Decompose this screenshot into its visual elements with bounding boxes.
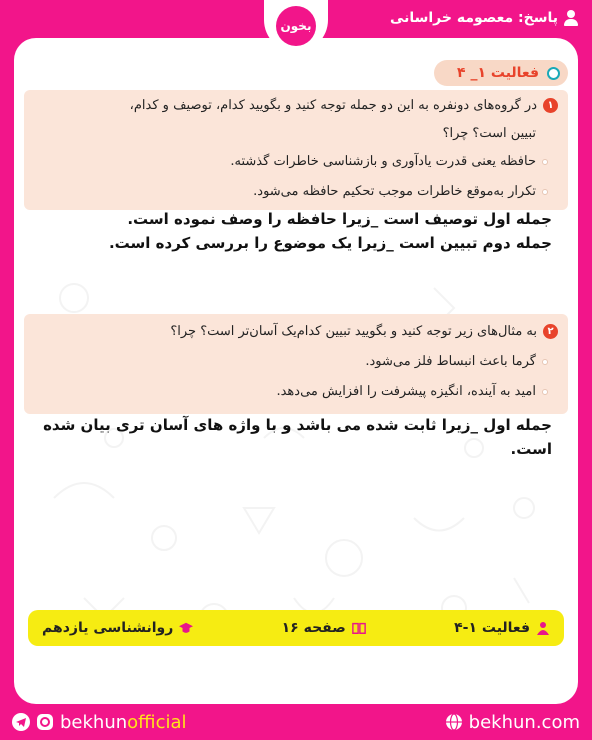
book-icon xyxy=(352,621,366,635)
list-item: گرما باعث انبساط فلز می‌شود. xyxy=(365,354,536,369)
footer-page xyxy=(282,620,366,636)
activity-header xyxy=(434,60,568,86)
question-1-item-1 xyxy=(230,154,548,169)
answer-author xyxy=(390,8,578,28)
answer-1-line-2: جمله دوم تبیین است _زیرا یک موضوع را بررسی کرده است. xyxy=(108,234,552,252)
social-handle[interactable] xyxy=(12,712,187,733)
footer-book-label: روانشناسی یازدهم xyxy=(42,620,174,636)
bottom-social-bar xyxy=(0,704,592,740)
handle-prefix: bekhun xyxy=(60,711,128,733)
list-item: حافظه یعنی قدرت یادآوری و بازشناسی خاطرات گذشته. xyxy=(230,154,536,169)
website-link[interactable] xyxy=(445,712,580,733)
content-card xyxy=(14,38,578,704)
answer-2-line-2: است. xyxy=(510,440,552,458)
website-text: bekhun.com xyxy=(468,711,580,733)
graduation-cap-icon xyxy=(179,621,193,635)
question-number-badge: ۱ xyxy=(543,98,558,113)
footer-bar xyxy=(28,610,564,646)
footer-activity-label: فعالیت ۱-۴ xyxy=(454,620,530,636)
list-item: تکرار به‌موقع خاطرات موجب تحکیم حافظه می‌شود. xyxy=(253,184,536,199)
footer-page-label: صفحه ۱۶ xyxy=(281,620,346,636)
instagram-icon[interactable] xyxy=(36,713,54,731)
bullet-icon xyxy=(542,159,548,165)
bullet-icon xyxy=(542,189,548,195)
answer-author-label: پاسخ: معصومه خراسانی xyxy=(389,10,558,26)
telegram-icon[interactable] xyxy=(12,713,30,731)
question-number-badge: ۲ xyxy=(543,324,558,339)
user-icon xyxy=(536,621,550,635)
handle-suffix: official xyxy=(127,711,187,733)
question-1 xyxy=(24,90,568,210)
answer-1-line-1: جمله اول توصیف است _زیرا حافظه را وصف نموده است. xyxy=(127,210,552,228)
question-1-item-2 xyxy=(253,184,548,199)
question-2 xyxy=(24,314,568,414)
user-icon xyxy=(564,10,578,26)
question-2-item-2 xyxy=(276,384,548,399)
question-1-line-2: تبیین است؟ چرا؟ xyxy=(442,126,536,141)
bullet-icon xyxy=(542,359,548,365)
question-2-item-1 xyxy=(365,354,548,369)
logo: بخون xyxy=(276,6,316,46)
globe-icon xyxy=(445,713,463,731)
question-2-text-1: به مثال‌های زیر توجه کنید و بگویید تبیین کدام‌یک آسان‌تر است؟ چرا؟ xyxy=(170,324,537,339)
question-1-line-1 xyxy=(130,98,558,113)
circle-marker-icon xyxy=(547,67,560,80)
bullet-icon xyxy=(542,389,548,395)
question-2-line-1 xyxy=(170,324,558,339)
answer-2-line-1: جمله اول _زیرا ثابت شده می باشد و با واژه های آسان تری بیان شده xyxy=(43,416,552,434)
activity-title: فعالیت ۱_ ۴ xyxy=(457,65,539,81)
footer-book xyxy=(42,620,193,636)
footer-activity xyxy=(454,620,550,636)
list-item: امید به آینده، انگیزه پیشرفت را افزایش می‌دهد. xyxy=(276,384,536,399)
question-1-text-1: در گروه‌های دونفره به این دو جمله توجه کنید و بگویید کدام، توصیف و کدام، xyxy=(129,98,537,113)
